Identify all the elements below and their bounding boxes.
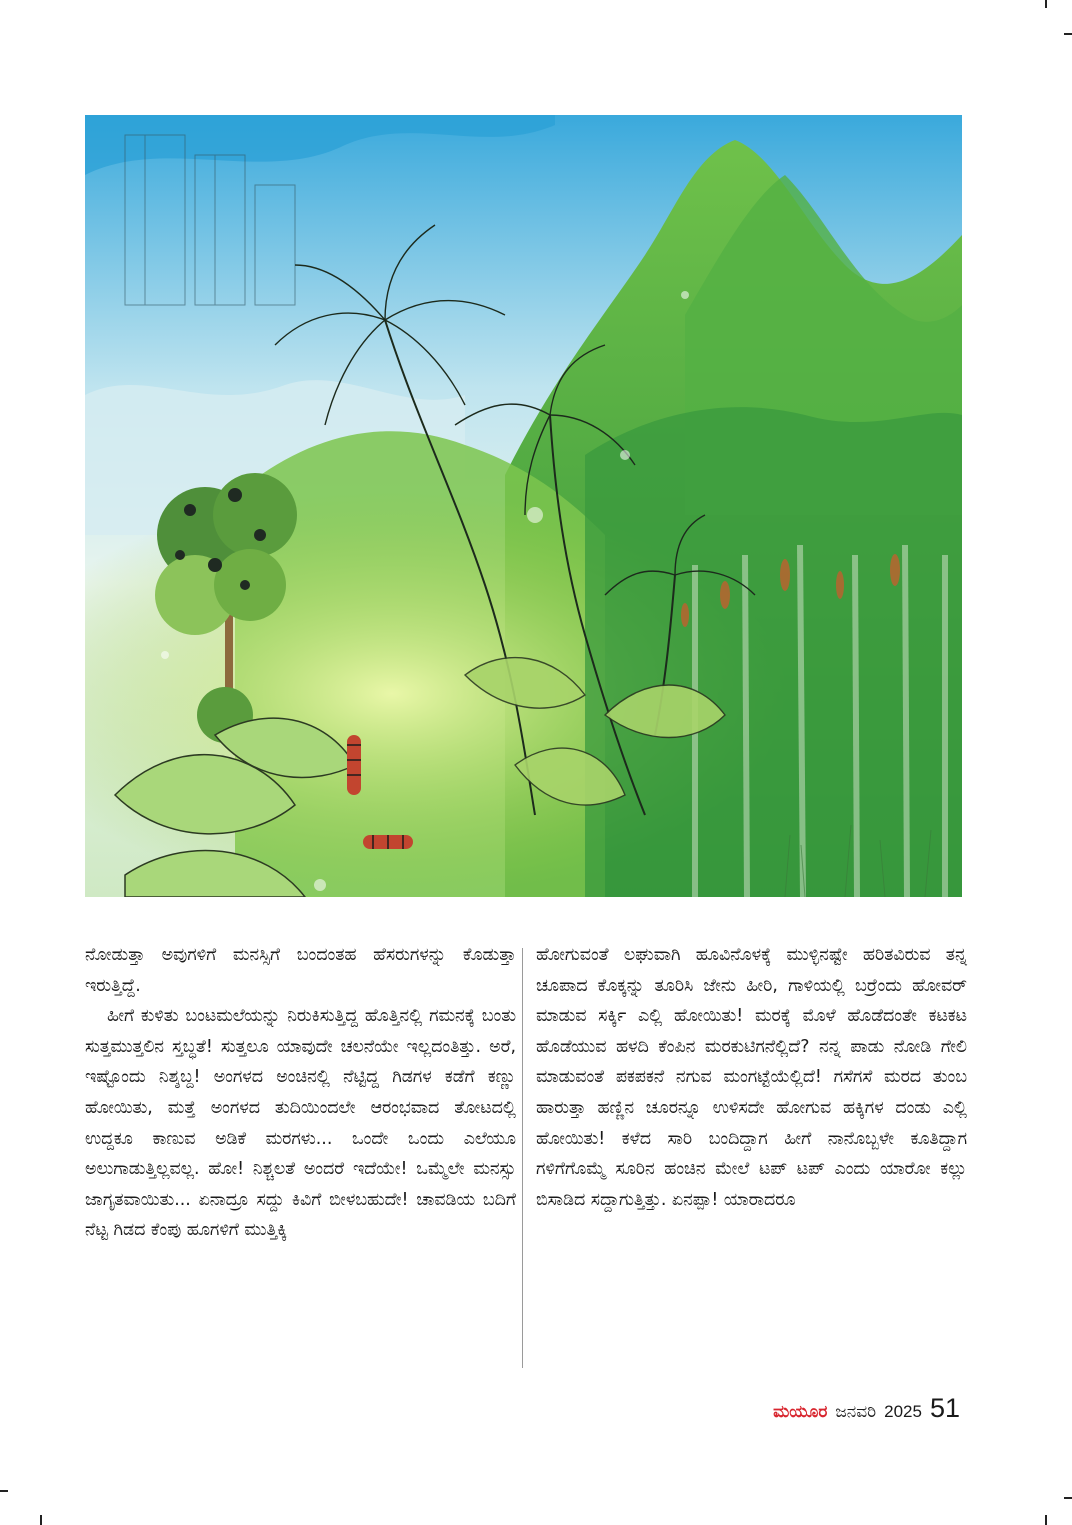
paragraph-3: ಹೋಗುವಂತೆ ಲಘುವಾಗಿ ಹೂವಿನೊಳಕ್ಕೆ ಮುಳ್ಳಿನಷ್ಟೇ ಹರಿತವಿರುವ ತನ್ನ ಚೂಪಾದ ಕೊಕ್ಕನ್ನು ತೂರಿಸಿ ಜೇನು ಹೀರಿ, ಗಾಳಿಯಲ್ಲಿ ಬರ್ರೆಂದು ಹೋವರ್ ಮಾಡುವ ಸರ್ಕ್ಕಿ ಎಲ್ಲಿ ಹೋಯಿತು! ಮರಕ್ಕೆ ಮೊಳೆ ಹೊಡೆದಂತೇ ಕಟಕಟ ಹೊಡೆಯುವ ಹಳದಿ ಕೆಂಪಿನ ಮರಕುಟಿಗನೆಲ್ಲಿದೆ? ನನ್ನ ಪಾಡು ನೋಡಿ ಗೇಲಿ ಮಾಡುವಂತೆ ಪಕಪಕನೆ ನಗುವ ಮಂಗಟ್ಟೆಯೆಲ್ಲಿದೆ! ಗಸೆಗಸೆ ಮರದ ತುಂಬ ಹಾರುತ್ತಾ ಹಣ್ಣಿನ ಚೂರನ್ನೂ ಉಳಿಸದೇ ಹೋಗುವ ಹಕ್ಕಿಗಳ ದಂಡು ಎಲ್ಲಿ ಹೋಯಿತು! ಕಳೆದ ಸಾರಿ ಬಂದಿದ್ದಾಗ ಹೀಗೆ ನಾನೊಬ್ಬಳೇ ಕೂತಿದ್ದಾಗ ಗಳಿಗೆಗೊಮ್ಮೆ ಸೂರಿನ ಹಂಚಿನ ಮೇಲೆ ಟಪ್ ಟಪ್ ಎಂದು ಯಾರೋ ಕಲ್ಲು ಬಿಸಾಡಿದ ಸದ್ದಾಗುತ್ತಿತ್ತು. ಏನಪ್ಪಾ! ಯಾರಾದರೂ <box>536 945 967 1210</box>
issue-year: 2025 <box>884 1402 922 1421</box>
crop-mark-bottom-right <box>1045 1515 1047 1525</box>
crop-mark-right-upper <box>1064 33 1072 35</box>
page-number: 51 <box>929 1393 960 1423</box>
article-right-column <box>536 940 967 1215</box>
issue-month: ಜನವರಿ <box>835 1402 877 1422</box>
crop-mark-right-lower <box>1064 1497 1072 1499</box>
magazine-logo: ಮಯೂರ <box>773 1402 828 1422</box>
crop-mark-top-right <box>1045 0 1047 8</box>
column-divider <box>522 948 523 1368</box>
forest-painting-icon <box>85 115 962 897</box>
page-footer <box>773 1393 960 1429</box>
crop-mark-left-lower <box>0 1490 8 1492</box>
article-left-column <box>85 940 516 1246</box>
paragraph-2: ಹೀಗೆ ಕುಳಿತು ಬಂಟಮಲೆಯನ್ನು ನಿರುಕಿಸುತ್ತಿದ್ದ ಹೊತ್ತಿನಲ್ಲಿ ಗಮನಕ್ಕೆ ಬಂತು ಸುತ್ತಮುತ್ತಲಿನ ಸ್ತಬ್ಧತೆ! ಸುತ್ತಲೂ ಯಾವುದೇ ಚಲನೆಯೇ ಇಲ್ಲದಂತಿತ್ತು. ಅರೆ, ಇಷ್ಟೊಂದು ನಿಶ್ಶಬ್ದ! ಅಂಗಳದ ಅಂಚಿನಲ್ಲಿ ನೆಟ್ಟಿದ್ದ ಗಿಡಗಳ ಕಡೆಗೆ ಕಣ್ಣು ಹೋಯಿತು, ಮತ್ತೆ ಅಂಗಳದ ತುದಿಯಿಂದಲೇ ಆರಂಭವಾದ ತೋಟದಲ್ಲಿ ಉದ್ದಕೂ ಕಾಣುವ ಅಡಿಕೆ ಮರಗಳು... ಒಂದೇ ಒಂದು ಎಲೆಯೂ ಅಲುಗಾಡುತ್ತಿಲ್ಲವಲ್ಲ. ಹೋ! ನಿಶ್ಚಲತೆ ಅಂದರೆ ಇದೆಯೇ! ಒಮ್ಮೆಲೇ ಮನಸ್ಸು ಜಾಗೃತವಾಯಿತು... ಏನಾದ್ರೂ ಸದ್ದು ಕಿವಿಗೆ ಬೀಳಬಹುದೇ! ಚಾವಡಿಯ ಬದಿಗೆ ನೆಟ್ಟ ಗಿಡದ ಕೆಂಪು ಹೂಗಳಿಗೆ ಮುತ್ತಿಕ್ಕಿ <box>85 1006 516 1241</box>
crop-mark-bottom-left <box>40 1515 42 1525</box>
forest-illustration <box>85 115 962 897</box>
paragraph-1: ನೋಡುತ್ತಾ ಅವುಗಳಿಗೆ ಮನಸ್ಸಿಗೆ ಬಂದಂತಹ ಹೆಸರುಗಳನ್ನು ಕೊಡುತ್ತಾ ಇರುತ್ತಿದ್ದೆ. <box>85 945 516 996</box>
